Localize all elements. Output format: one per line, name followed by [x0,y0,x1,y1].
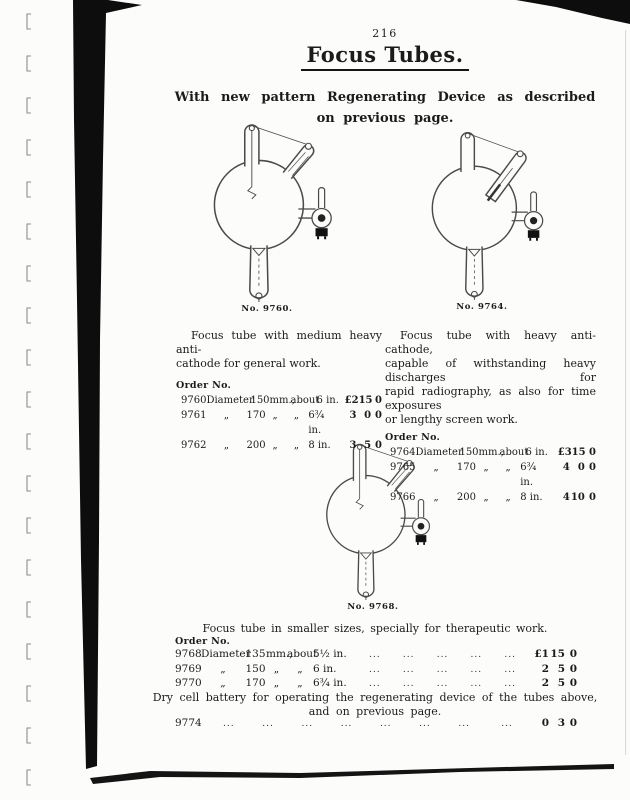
figure-focus-tube-9764 [402,128,562,312]
unit-label: mm., [266,648,293,660]
diameter-value: 150 [250,395,270,406]
subtitle-line-1: With new pattern Regenerating Device as described [174,90,596,105]
battery-note-line-2: and on previous page. [308,704,442,718]
price-shillings: 10 [570,492,585,503]
price-pence: 0 [589,462,596,473]
diameter-value: 150 [245,662,266,675]
focus-tube-illustration [402,128,562,300]
figure-label: No. 9768. [347,602,399,612]
diameter-label: Diameter [415,447,463,458]
figure-focus-tube-9760 [183,120,351,314]
inches-value: 8 in. [308,440,331,451]
price-pence: 0 [375,440,382,451]
battery-order-row [175,716,577,732]
price-pounds: 4 [562,462,570,473]
order-no: 9768 [175,648,202,660]
table-row [181,438,382,453]
ditto-mark: „ [223,410,230,421]
diameter-value: 200 [246,440,266,451]
price-pence: 0 [569,677,577,689]
price-pence: 0 [569,662,577,675]
table-row [390,490,596,505]
price-pounds: £2 [344,395,359,406]
price-pence: 0 [375,395,382,406]
ditto-mark: „ [297,677,303,689]
table-row [175,677,577,692]
ditto-mark: „ [273,662,280,675]
inches-value: 6¾ in. [308,410,325,436]
description-line: or lengthy screen work. [385,413,518,426]
diameter-value: 170 [456,462,476,473]
price-shillings: 3 [557,717,565,729]
ditto-mark: „ [505,462,511,473]
description-line: Focus tube with heavy anti-cathode, [385,329,596,356]
diameter-value: 200 [456,492,476,503]
diameter-label: Diameter [206,395,254,406]
bottom-product-table [175,648,577,692]
ditto-mark: „ [293,410,300,421]
ditto-mark: „ [483,492,489,503]
price-shillings: 15 [571,447,586,458]
price-pounds: £3 [557,447,572,458]
ditto-mark: „ [272,440,278,451]
price-pounds: 4 [562,492,570,503]
inches-value: 6¾ in. [520,462,537,488]
dot-leaders: ... ... ... ... ... ... ... [223,719,470,729]
page-title: Focus Tubes. [301,42,468,71]
price-pence: 0 [569,648,577,660]
description-line: rapid radiography, as also for time exposures [385,385,596,412]
dot-leaders: ... ... ... ... ... [369,664,516,675]
inches-value: 8 in. [520,492,543,503]
inches-value: 5½ in. [313,648,347,660]
price-shillings: 5 [364,440,372,451]
ditto-mark: „ [505,492,511,503]
left-product-section [176,329,382,453]
dot-leaders: ... [501,719,513,729]
diameter-value: 135 [245,648,266,660]
order-no: 9770 [175,677,202,689]
ditto-mark: „ [220,677,226,689]
order-no-heading: Order No. [385,432,441,443]
ditto-mark: „ [483,462,489,473]
dot-leaders: ... ... ... ... ... [369,679,516,689]
table-row [390,445,596,460]
price-shillings: 5 [557,662,565,675]
table-row [181,408,382,438]
ditto-mark: „ [272,410,278,421]
figure-label: No. 9760. [241,304,293,314]
order-no-heading: Order No. [175,636,231,647]
price-pounds: £1 [534,648,549,660]
price-pence: 0 [569,717,577,729]
description-line: Focus tube with medium heavy anti- [176,329,382,356]
price-pence: 0 [589,492,596,503]
about-label: about [287,648,318,660]
inches-value: 6 in. [316,395,339,406]
price-shillings: 15 [358,395,373,406]
inches-value: 6¾ in. [313,677,347,689]
about-label: about [290,395,320,406]
description-line: capable of withstanding heavy discharges for [385,357,596,384]
order-no: 9774 [175,717,202,729]
ditto-mark: „ [433,492,439,503]
ditto-mark: „ [223,440,230,451]
table-row [175,716,577,732]
figure-label: No. 9764. [456,302,508,312]
ditto-mark: „ [293,440,300,451]
diameter-value: 150 [459,447,479,458]
order-no: 9760 [181,395,207,406]
bottom-section-caption: Focus tube in smaller sizes, specially for therapeutic work. [202,622,548,635]
table-row [181,393,382,408]
price-pounds: 3 [349,410,357,421]
price-pounds: 2 [541,677,549,689]
price-pence: 0 [375,410,382,421]
order-no: 9766 [390,492,416,503]
focus-tube-illustration [183,120,351,302]
order-no: 9765 [390,462,416,473]
price-pounds: 0 [541,717,549,729]
price-pounds: 3 [349,440,357,451]
inches-value: 6 in. [313,662,337,675]
description-line: cathode for general work. [176,357,321,370]
price-pounds: 2 [541,662,549,675]
ditto-mark: „ [297,662,303,675]
table-row [175,663,577,678]
price-shillings: 5 [557,677,565,689]
price-shillings: 15 [550,648,565,660]
right-product-section [385,329,596,505]
order-no-heading: Order No. [176,380,232,391]
page-number: 216 [372,27,398,40]
order-no: 9769 [175,662,202,675]
about-label: about [499,447,529,458]
subtitle-line-2: on previous page. [316,110,454,126]
order-no: 9761 [181,410,207,421]
price-pence: 0 [589,447,597,458]
table-row [175,648,577,663]
table-row [390,460,596,490]
diameter-value: 170 [245,677,266,689]
unit-label: mm., [478,447,504,458]
unit-label: mm., [269,395,295,406]
ditto-mark: „ [220,662,226,675]
diameter-label: Diameter [201,648,251,660]
price-shillings: 0 [364,410,372,421]
battery-note-line-1: Dry cell battery for operating the regenerating device of the tubes above, [152,691,598,704]
ditto-mark: „ [433,462,439,473]
inches-value: 6 in. [525,447,548,458]
ditto-mark: „ [273,677,280,689]
battery-note [140,691,610,718]
dot-leaders: ... ... ... ... ... [369,650,516,660]
order-no: 9764 [390,447,416,458]
price-shillings: 0 [577,462,585,473]
diameter-value: 170 [246,410,266,421]
order-no: 9762 [181,440,207,451]
